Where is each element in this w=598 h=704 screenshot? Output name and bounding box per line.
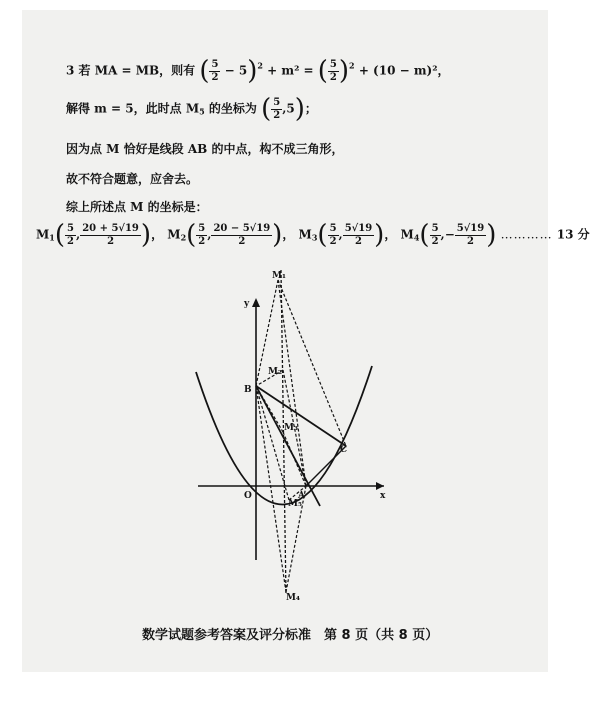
point-m2-label: M₂	[268, 367, 282, 377]
m1-y-fraction: $\frac{20 + 5√19}{2}$	[82, 222, 139, 247]
line1-eq1: + m² =	[267, 63, 314, 78]
text-line-4: 故不符合题意，应舍去。	[66, 172, 199, 186]
point-m1-label: M₁	[272, 271, 286, 281]
point-b-label: B	[244, 385, 252, 395]
m2-label: M	[167, 227, 181, 242]
fraction-five-half: $\frac{5}{2}$	[211, 58, 219, 83]
point-a-label: A	[298, 491, 305, 501]
equation-line-2: 解得 m = 5，此时点 $M_5$ 的坐标为 ( $\frac{5}{2}$ ,5)；	[66, 94, 317, 124]
equation-line-1: 3 若 MA = MB，则有 ( $\frac{5}{2}$ − 5)$^2$ + m² = ( $\frac{5}{2}$ )$^2$ + (10 − m)²，	[66, 56, 450, 86]
m1-label: M	[36, 227, 50, 242]
y-axis-label: y	[244, 299, 250, 309]
segment-ba	[256, 386, 320, 506]
m3-y-fraction: $\frac{5√19}{2}$	[344, 222, 373, 247]
line2-prefix: 解得 m = 5，此时点 M	[66, 101, 200, 116]
origin-label: O	[244, 491, 252, 501]
text-line-5: 综上所述点 M 的坐标是：	[66, 200, 208, 214]
point-m3-label: M₃	[284, 423, 298, 433]
m4-y-fraction: $\frac{5√19}{2}$	[456, 222, 485, 247]
score-label: 13 分	[556, 227, 590, 242]
segment-bc	[256, 386, 346, 446]
m3-label: M	[298, 227, 312, 242]
point-m4-label: M₄	[286, 593, 300, 603]
line1-prefix: 3 若 MA = MB，则有	[66, 63, 196, 78]
minus-five: − 5	[224, 63, 248, 78]
answer-line: $M_1$( $\frac{5}{2}$ , $\frac{20 + 5√19}{2}$ )， $M_2$( $\frac{5}{2}$ , $\frac{20 - 5√19}{2}$ )， $M_3$( $\frac{5}{2}$ , $\frac{5√19}{2}$ )， $M_4$( $\frac{5}{2}$ ,− $\frac{5√19}{2}$ ) ………… 13 分	[36, 220, 590, 250]
leader-dots: …………	[500, 227, 553, 242]
text-line-3: 因为点 M 恰好是线段 AB 的中点，构不成三角形，	[66, 142, 344, 156]
x-axis-arrow	[376, 482, 384, 490]
m4-label: M	[400, 227, 414, 242]
line1-eq2: + (10 − m)²，	[358, 63, 450, 78]
line2-suffix: 的坐标为	[208, 101, 257, 116]
point-y: ,5	[282, 101, 295, 116]
fraction-point: $\frac{5}{2}$	[273, 96, 281, 121]
point-c-label: C	[340, 445, 348, 455]
x-axis-label: x	[380, 491, 386, 501]
point-m5-label: M₅	[288, 499, 302, 509]
y-axis-arrow	[252, 298, 260, 307]
fraction-five-half-2: $\frac{5}{2}$	[329, 58, 337, 83]
page-footer: 数学试题参考答案及评分标准 第 8 页（共 8 页）	[142, 628, 439, 643]
m2-y-fraction: $\frac{20 - 5√19}{2}$	[213, 222, 271, 247]
